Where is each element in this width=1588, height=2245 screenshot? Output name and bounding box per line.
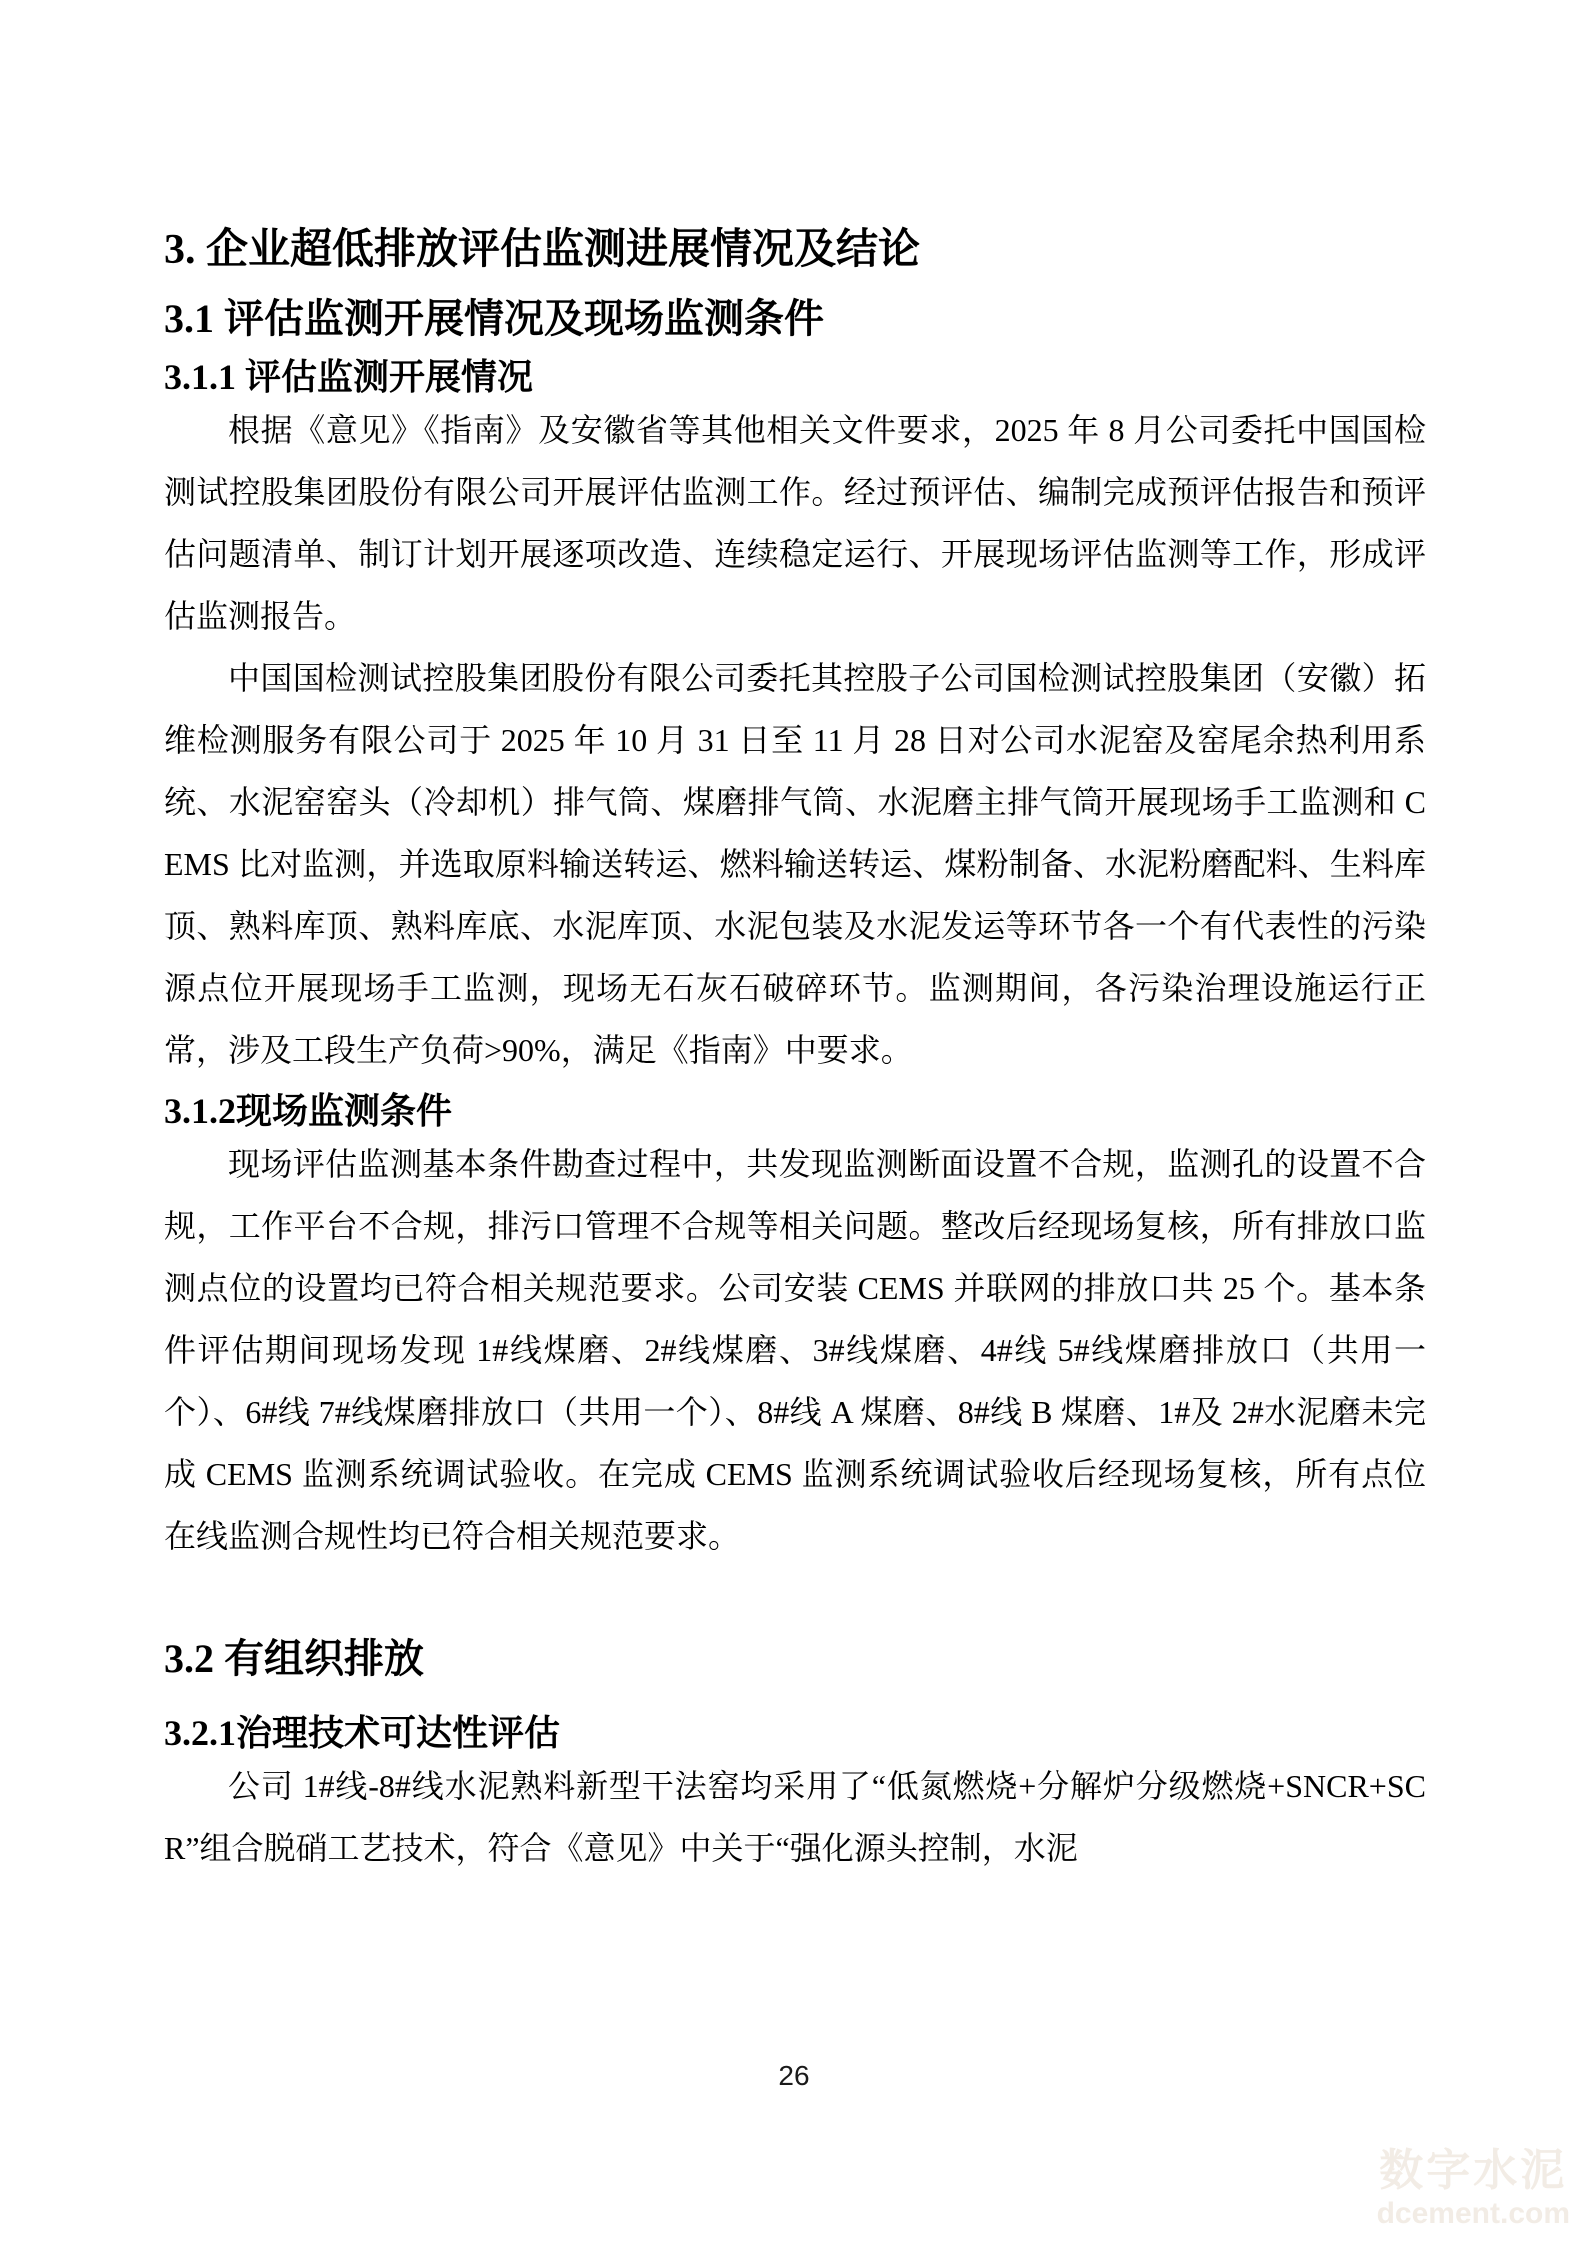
page-content bbox=[164, 0, 1426, 1879]
watermark-brand-text: 数字水泥 bbox=[1379, 2145, 1568, 2195]
paragraph-assessment-overview: 根据《意见》《指南》及安徽省等其他相关文件要求，2025 年 8 月公司委托中国国检测试控股集团股份有限公司开展评估监测工作。经过预评估、编制完成预评估报告和预评估问题清单、制订计划开展逐项改造、连续稳定运行、开展现场评估监测等工作，形成评估监测报告。 bbox=[164, 412, 1426, 634]
heading-3-1-2: 3.1.2现场监测条件 bbox=[164, 1091, 453, 1131]
heading-3-1: 3.1 评估监测开展情况及现场监测条件 bbox=[164, 296, 824, 341]
heading-3-2: 3.2 有组织排放 bbox=[164, 1636, 424, 1681]
watermark-domain-text: dcement.com bbox=[1376, 2196, 1570, 2230]
document-title: 3. 企业超低排放评估监测进展情况及结论 bbox=[164, 227, 921, 273]
heading-3-1-1: 3.1.1 评估监测开展情况 bbox=[164, 357, 534, 397]
paragraph-entrusted-monitoring: 中国国检测试控股集团股份有限公司委托其控股子公司国检测试控股集团（安徽）拓维检测服务有限公司于 2025 年 10 月 31 日至 11 月 28 日对公司水泥窑及窑尾余热利用系统、水泥窑窑头（冷却机）排气筒、煤磨排气筒、水泥磨主排气筒开展现场手工监测和 CEMS 比对监测，并选取原料输送转运、燃料输送转运、煤粉制备、水泥粉磨配料、生料库顶、熟料库顶、熟料库底、水泥库顶、水泥包装及水泥发运等环节各一个有代表性的污染源点位开展现场手工监测，现场无石灰石破碎环节。监测期间，各污染治理设施运行正常，涉及工段生产负荷>90%，满足《指南》中要求。 bbox=[164, 660, 1426, 1068]
heading-3-2-1: 3.2.1治理技术可达性评估 bbox=[164, 1713, 561, 1753]
paragraph-site-conditions: 现场评估监测基本条件勘查过程中，共发现监测断面设置不合规，监测孔的设置不合规，工作平台不合规，排污口管理不合规等相关问题。整改后经现场复核，所有排放口监测点位的设置均已符合相关规范要求。公司安装 CEMS 并联网的排放口共 25 个。基本条件评估期间现场发现 1#线煤磨、2#线煤磨、3#线煤磨、4#线 5#线煤磨排放口（共用一个）、6#线 7#线煤磨排放口（共用一个）、8#线 A 煤磨、8#线 B 煤磨、1#及 2#水泥磨未完成 CEMS 监测系统调试验收。在完成 CEMS 监测系统调试验收后经现场复核，所有点位在线监测合规性均已符合相关规范要求。 bbox=[164, 1146, 1426, 1554]
watermark bbox=[1377, 2146, 1570, 2231]
page-number: 26 bbox=[778, 2060, 810, 2091]
paragraph-denox-technology: 公司 1#线-8#线水泥熟料新型干法窑均采用了“低氮燃烧+分解炉分级燃烧+SNCR+SCR”组合脱硝工艺技术，符合《意见》中关于“强化源头控制，水泥 bbox=[164, 1768, 1426, 1866]
